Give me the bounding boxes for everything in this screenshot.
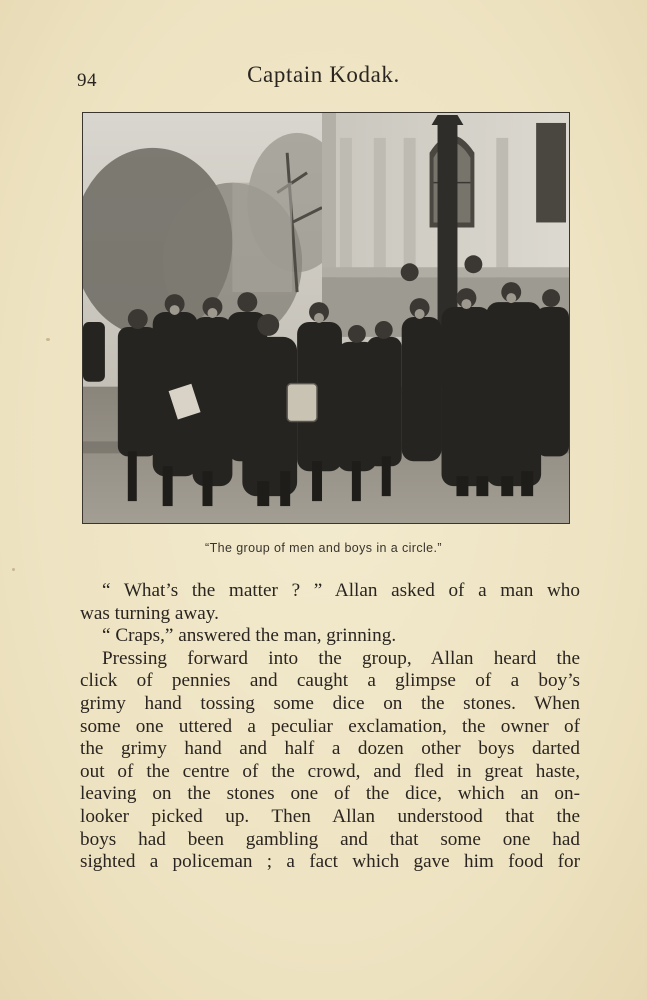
text-line: click of pennies and caught a glimpse of a boy’s xyxy=(80,670,580,692)
halftone-photograph xyxy=(82,112,570,524)
text-line: boys had been gambling and that some one had xyxy=(80,828,580,850)
text-line: was turning away. xyxy=(80,602,219,624)
running-title: Captain Kodak. xyxy=(247,62,400,87)
text-line: some one uttered a peculiar exclamation, the owner of xyxy=(80,715,580,737)
text-line: the grimy hand and half a dozen other boys darted xyxy=(80,738,580,760)
text-line: out of the centre of the crowd, and fled in great haste, xyxy=(80,760,580,782)
text-line: “ Craps,” answered the man, grinning. xyxy=(102,625,397,647)
text-line: leaving on the stones one of the dice, which an on- xyxy=(80,783,580,805)
paper-fleck xyxy=(46,338,50,341)
body-text xyxy=(80,580,580,874)
page-number: 94 xyxy=(77,70,97,91)
text-line: looker picked up. Then Allan understood that the xyxy=(80,805,580,827)
text-line: “ What’s the matter ? ” Allan asked of a man who xyxy=(102,580,580,601)
text-line: grimy hand tossing some dice on the stones. When xyxy=(80,692,580,714)
text-line: Pressing forward into the group, Allan heard the xyxy=(102,647,580,669)
illustration-caption: “The group of men and boys in a circle.” xyxy=(205,541,442,555)
photo-of-crowd-in-street xyxy=(83,113,569,523)
paper-fleck xyxy=(12,568,15,571)
text-line: sighted a policeman ; a fact which gave him food for xyxy=(80,851,580,873)
